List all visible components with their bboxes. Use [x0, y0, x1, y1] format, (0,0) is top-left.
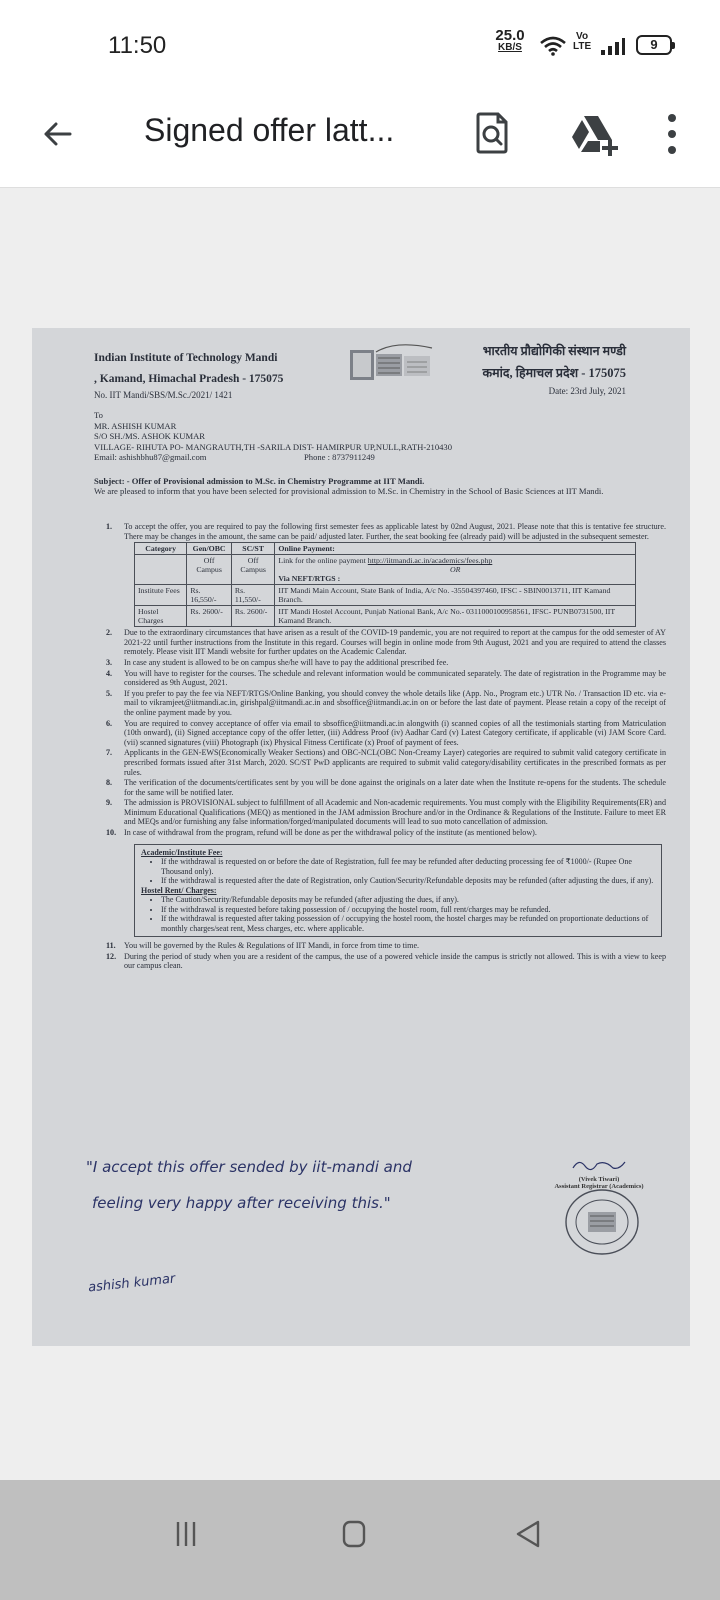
refund-item: • If the withdrawal is requested after the date of Registration, only Caution/Security/Refundable deposits may be refunded (after adjusting the dues, if any). [161, 876, 655, 886]
recipient-email: Email: ashishbhu87@gmail.com [94, 452, 207, 462]
institute-logo-icon [350, 338, 434, 384]
arrow-left-icon[interactable] [36, 112, 80, 156]
refund-academic-heading: Academic/Institute Fee: [141, 847, 223, 857]
institute-address-hindi: कमांद, हिमाचल प्रदेश - 175075 [482, 366, 626, 380]
fee-off-campus-gen: Off Campus [187, 555, 232, 585]
point: 7. Applicants in the GEN-EWS(Economically Weaker Sections) and OBC-NCL(OBC Non-Creamy Layer) categories are required to submit valid category certificate in prescribed formats issued after 31st March, 2020. SC/ST PwD applicants are required to submit valid category/disability certificates in the prescribed formats as per rules. [106, 748, 666, 777]
hostel-fee-scst: Rs. 2600/- [231, 606, 274, 627]
institute-name-hindi: भारतीय प्रौद्योगिकी संस्थान मण्डी [482, 344, 626, 358]
letterhead-english [94, 348, 283, 390]
network-speed-value: 25.0 [495, 27, 525, 44]
signatory-title: Assistant Registrar (Academics) [554, 1183, 644, 1190]
fee-header-scst: SC/ST [231, 543, 274, 555]
payment-via: Via NEFT/RTGS : [278, 574, 341, 584]
network-speed-unit: KB/S [498, 42, 522, 53]
official-seal-icon [562, 1186, 642, 1258]
nav-back-icon[interactable] [508, 1514, 548, 1554]
more-vert-icon[interactable] [662, 110, 682, 158]
handwritten-acceptance-line2: feeling very happy after receiving this." [92, 1194, 391, 1212]
handwritten-acceptance-line1: "I accept this offer sended by iit-mandi and [86, 1158, 412, 1176]
payment-link-label: Link for the online payment [278, 556, 366, 566]
add-to-drive-icon[interactable] [568, 112, 620, 156]
point: 2. Due to the extraordinary circumstances that have arisen as a result of the COVID-19 pandemic, you are not required to report at the campus for the odd semester of AY 2021-22 until further instructions from the Institute in this regard. Courses will begin in online mode from 9th August, 2021 and you are required to attend the classes remotely. Please visit IIT Mandi website for further updates on the Academic Calendar. [106, 628, 666, 657]
address-to: To [94, 410, 103, 420]
recipient-village: VILLAGE- RIHUTA PO- MANGRAUTH,TH -SARILA DIST- HAMIRPUR UP,NULL,RATH-210430 [94, 441, 453, 452]
wifi-icon [540, 36, 566, 56]
fee-header-online: Online Payment: [275, 543, 636, 555]
point: 12. During the period of study when you are a resident of the campus, the use of a powered vehicle inside the campus is strictly not allowed. This is with a view to keep our campus clean. [106, 951, 666, 971]
subject-block [94, 476, 664, 496]
point: 6. You are required to convey acceptance of offer via email to sbsoffice@iitmandi.ac.in alongwith (i) scanned copies of all the testimonials starting from Matriculation (10th onward), (ii) Signed acceptance copy of the offer letter, (iii) Address Proof (iv) Aadhar Card (v) Latest Category certificate, if applicable (vi) JAM Score Card. (vii) scanned signatures (viii) Photograph (ix) Physical Fitness Certificate (x) Proof of payment of fees. [106, 718, 666, 747]
hostel-account: IIT Mandi Hostel Account, Punjab National Bank, A/c No.- 0311000100958561, IFSC- PUNB0731500, IIT Kamand Branch. [275, 606, 636, 627]
recent-apps-icon[interactable] [166, 1514, 206, 1554]
refund-hostel-heading: Hostel Rent/ Charges: [141, 885, 217, 895]
subject-text: Offer of Provisional admission to M.Sc. in Chemistry Programme at IIT Mandi. [131, 476, 425, 486]
institute-fee-gen: Rs. 16,550/- [187, 585, 232, 606]
refund-item: • If the withdrawal is requested on or before the date of Registration, full fee may be refunded after deducting processing fee of ₹1000/- (Rupee One Thousand only). [161, 857, 655, 876]
signatory-block [534, 1156, 664, 1190]
institute-account: IIT Mandi Main Account, State Bank of India, A/c No. -35504397460, IFSC - SBIN0013711, IIT Kamand Branch. [275, 585, 636, 606]
fee-table [134, 542, 636, 627]
battery-icon: 9 [636, 35, 672, 55]
recipient-contact [94, 452, 452, 463]
point: 4. You will have to register for the courses. The schedule and relevant information would be communicated separately. The date of registration in the Programme may be considered as 9th August, 2021. [106, 668, 666, 688]
letter-date: Date: 23rd July, 2021 [548, 386, 626, 396]
recipient-phone: Phone : 8737911249 [304, 452, 375, 462]
point: 1. To accept the offer, you are required to pay the following first semester fees as applicable latest by 02nd August, 2021. Please note that this is tentative fee structure. There may be changes in the amount, the same can be paid/ adjusted later. Further, the seat booking fee (already paid) will be adjusted in the subsequent semester. [106, 522, 666, 541]
institute-fee-label: Institute Fees [135, 585, 187, 606]
refund-policy-box [134, 844, 662, 938]
refund-item: • If the withdrawal is requested before taking possession of / occupying the hostel room, full rent/charges may be refunded. [161, 905, 655, 915]
reference-number: No. IIT Mandi/SBS/M.Sc./2021/ 1421 [94, 390, 233, 400]
refund-item: • The Caution/Security/Refundable deposits may be refunded (after adjusting the dues, if any). [161, 895, 655, 905]
document-page [32, 328, 690, 1346]
payment-link[interactable]: http://iitmandi.ac.in/academics/fees.php [367, 556, 493, 566]
network-speed [490, 28, 530, 53]
volte-indicator [573, 32, 591, 52]
signatory-signature-icon [569, 1156, 629, 1174]
refund-item: • If the withdrawal is requested after taking possession of / occupying the hostel room, the hostel charges may be refunded on proportionate deductions of monthly charges/seat rent, Mess charges, etc. where applicable. [161, 914, 655, 933]
volte-top: Vo [576, 31, 589, 42]
recipient-address [94, 410, 452, 463]
hostel-fee-label: Hostel Charges [135, 606, 187, 627]
intro-text: We are pleased to inform that you have been selected for provisional admission to M.Sc. in Chemistry in the School of Basic Sciences at IIT Mandi. [94, 486, 604, 496]
volte-bottom: LTE [573, 41, 592, 52]
recipient-parent: S/O SH./MS. ASHOK KUMAR [94, 431, 206, 441]
point: 9. The admission is PROVISIONAL subject to fulfillment of all Academic and Non-academic requirements. You must comply with the Eligibility Requirements(ER) and Minimum Educational Qualifications (MEQ) as mentioned in the JAM admission Brochure and/or in the Ordinance & Regulations of the Institute. Failure to meet ER and MEQs and/or furnishing any false information/forged/manipulated documents will lead to suo moto cancellation of admission. [106, 798, 666, 827]
fee-payment-info [275, 555, 636, 585]
fee-header-gen: Gen/OBC [187, 543, 232, 555]
home-icon[interactable] [334, 1514, 374, 1554]
point: 8. The verification of the documents/certificates sent by you will be done against the originals on a later date when the Institute re-opens for the students. The schedule for the same will be notified later. [106, 778, 666, 797]
subject-label: Subject: - [94, 476, 130, 486]
app-bar [0, 92, 720, 188]
signatory-name: (Vivek Tiwari) [578, 1176, 620, 1183]
institute-name: Indian Institute of Technology Mandi [94, 352, 278, 364]
institute-fee-scst: Rs. 11,550/- [231, 585, 274, 606]
recipient-name: MR. ASHISH KUMAR [94, 420, 177, 431]
point: 5. If you prefer to pay the fee via NEFT/RTGS/Online Banking, you should convey the whole details like (App. No., Program etc.) UTR No. / Transaction ID etc. via e-mail to vikramjeet@iitmandi.ac.in, girishpal@iitmandi.ac.in and sbsoffice@iitmandi.ac.in on or before the last date of payment. Please retain a copy of the receipt of the online payment made by you. [106, 688, 666, 717]
google-lens-icon[interactable] [472, 110, 512, 156]
payment-or: OR [449, 565, 461, 575]
cell-signal-icon [600, 36, 626, 56]
point: 11. You will be governed by the Rules & Regulations of IIT Mandi, in force from time to time. [106, 941, 420, 951]
point: 10. In case of withdrawal from the program, refund will be done as per the withdrawal policy of the institute (as mentioned below). [106, 828, 537, 838]
letter-body [106, 522, 666, 972]
document-title: Signed offer latt... [144, 112, 395, 148]
handwritten-signature: ashish kumar [87, 1271, 177, 1296]
status-time: 11:50 [108, 32, 167, 59]
fee-off-campus-scst: Off Campus [231, 555, 274, 585]
navigation-bar [0, 1480, 720, 1600]
hostel-fee-gen: Rs. 2600/- [187, 606, 232, 627]
status-bar [0, 0, 720, 92]
letterhead-hindi [483, 340, 627, 384]
point: 3. In case any student is allowed to be on campus she/he will have to pay the additional prescribed fee. [106, 657, 449, 667]
fee-header-category: Category [135, 543, 187, 555]
institute-address: , Kamand, Himachal Pradesh - 175075 [94, 373, 284, 385]
